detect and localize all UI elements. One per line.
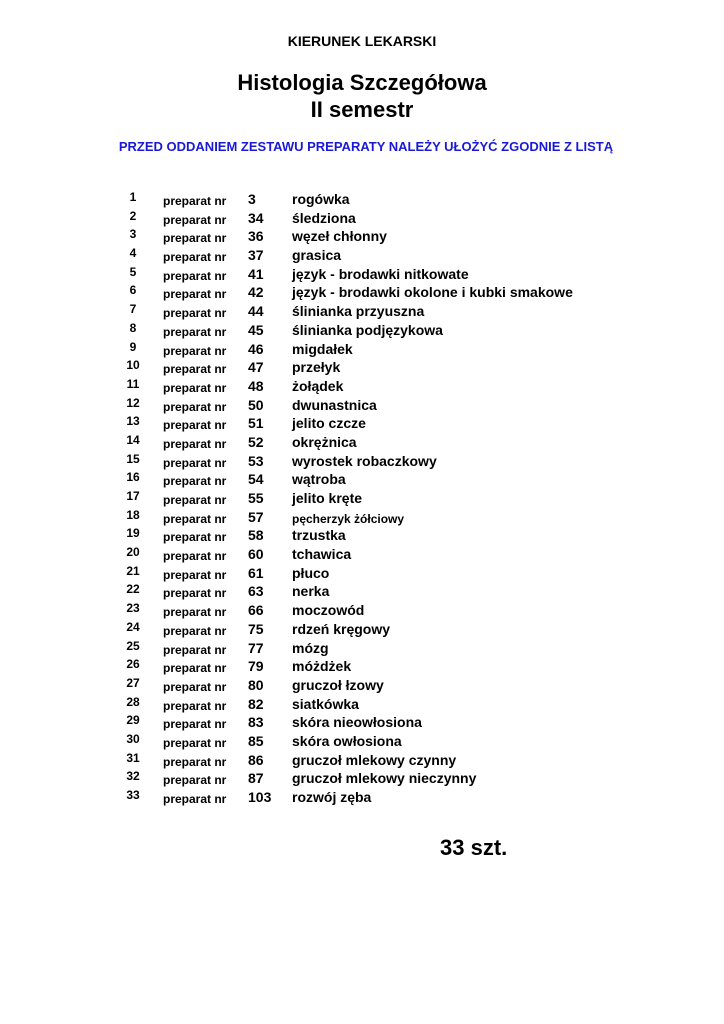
- item-number: 31: [126, 750, 140, 765]
- item-prefix: preparat nr: [163, 493, 227, 507]
- item-prefix: preparat nr: [163, 306, 227, 321]
- item-prefix: preparat nr: [163, 605, 227, 620]
- item-tissue-name: przełyk: [292, 359, 341, 376]
- list-item: [0, 695, 724, 714]
- item-tissue-name: okrężnica: [292, 433, 357, 450]
- list-item: [0, 489, 724, 508]
- item-number: 27: [126, 675, 140, 690]
- item-number: 1: [129, 190, 137, 204]
- item-number: 9: [129, 339, 137, 354]
- item-tissue-name: nerka: [292, 583, 330, 600]
- item-preparation-number: 66: [248, 602, 264, 619]
- item-prefix: preparat nr: [163, 268, 227, 283]
- item-tissue-name: ślinianka podjęzykowa: [292, 321, 443, 338]
- list-item: [0, 227, 724, 246]
- item-number: 30: [126, 731, 140, 746]
- item-tissue-name: moczowód: [292, 602, 365, 619]
- item-number: 17: [126, 489, 140, 503]
- title-line-2: II semestr: [310, 97, 414, 122]
- item-preparation-number: 44: [248, 303, 264, 320]
- item-prefix: preparat nr: [163, 287, 227, 302]
- item-preparation-number: 46: [248, 340, 264, 357]
- item-number: 19: [126, 526, 140, 541]
- list-item: [0, 676, 724, 695]
- item-number: 13: [126, 414, 140, 429]
- item-preparation-number: 58: [248, 527, 264, 544]
- item-prefix: preparat nr: [163, 623, 227, 638]
- item-preparation-number: 54: [248, 471, 264, 488]
- item-tissue-name: mózg: [292, 639, 329, 656]
- item-number: 16: [126, 470, 140, 485]
- item-preparation-number: 47: [248, 359, 264, 376]
- item-prefix: preparat nr: [163, 343, 227, 358]
- item-prefix: preparat nr: [163, 418, 227, 433]
- item-tissue-name: migdałek: [292, 340, 353, 357]
- item-number: 24: [126, 619, 140, 634]
- item-preparation-number: 75: [248, 620, 264, 637]
- item-tissue-name: śledziona: [292, 209, 356, 226]
- item-number: 23: [126, 601, 140, 616]
- item-number: 10: [126, 358, 140, 373]
- list-item: [0, 526, 724, 545]
- preparation-list: [0, 190, 724, 807]
- item-tissue-name: skóra nieowłosiona: [292, 714, 422, 731]
- item-number: 12: [126, 395, 140, 410]
- item-tissue-name: rdzeń kręgowy: [292, 620, 391, 637]
- item-preparation-number: 63: [248, 583, 264, 600]
- item-number: 21: [126, 563, 140, 578]
- item-number: 32: [126, 769, 140, 784]
- list-item: [0, 601, 724, 620]
- list-item: [0, 396, 724, 415]
- item-tissue-name: grasica: [292, 247, 342, 264]
- item-tissue-name: tchawica: [292, 546, 352, 563]
- list-item: [0, 190, 724, 209]
- item-preparation-number: 34: [248, 209, 264, 226]
- notice-text: PRZED ODDANIEM ZESTAWU PREPARATY NALEŻY UŁOŻYĆ ZGODNIE Z LISTĄ: [118, 139, 614, 154]
- list-item: [0, 414, 724, 433]
- item-tissue-name: rogówka: [292, 191, 350, 207]
- list-item: [0, 639, 724, 658]
- item-number: 7: [129, 302, 137, 317]
- item-prefix: preparat nr: [163, 324, 227, 339]
- total-count: 33 szt.: [440, 835, 508, 860]
- item-tissue-name: pęcherzyk żółciowy: [292, 511, 405, 526]
- list-item: [0, 657, 724, 676]
- item-tissue-name: móżdżek: [292, 658, 352, 675]
- item-prefix: preparat nr: [163, 549, 227, 564]
- item-prefix: preparat nr: [163, 792, 227, 806]
- item-prefix: preparat nr: [163, 455, 227, 470]
- item-preparation-number: 77: [248, 639, 264, 656]
- list-item: [0, 340, 724, 359]
- item-prefix: preparat nr: [163, 754, 227, 769]
- item-tissue-name: wątroba: [292, 471, 346, 488]
- item-preparation-number: 55: [248, 490, 264, 506]
- list-item: [0, 508, 724, 527]
- item-preparation-number: 60: [248, 546, 264, 563]
- item-prefix: preparat nr: [163, 362, 227, 377]
- list-item: [0, 470, 724, 489]
- item-preparation-number: 82: [248, 695, 264, 712]
- list-item: [0, 283, 724, 302]
- item-preparation-number: 45: [248, 321, 264, 338]
- item-preparation-number: 53: [248, 452, 264, 469]
- list-item: [0, 302, 724, 321]
- item-number: 5: [129, 264, 137, 279]
- item-prefix: preparat nr: [163, 717, 227, 732]
- item-number: 14: [126, 432, 140, 447]
- item-number: 3: [129, 227, 137, 242]
- item-tissue-name: jelito czcze: [292, 415, 366, 432]
- list-item: [0, 433, 724, 452]
- list-item: [0, 377, 724, 396]
- item-tissue-name: trzustka: [292, 527, 346, 544]
- item-number: 11: [126, 376, 140, 391]
- item-preparation-number: 80: [248, 676, 264, 693]
- list-item: [0, 751, 724, 770]
- item-tissue-name: dwunastnica: [292, 396, 377, 413]
- item-preparation-number: 48: [248, 377, 264, 394]
- item-tissue-name: gruczoł mlekowy nieczynny: [292, 770, 477, 787]
- item-tissue-name: język - brodawki nitkowate: [292, 265, 469, 282]
- item-prefix: preparat nr: [163, 250, 227, 265]
- item-prefix: preparat nr: [163, 698, 227, 713]
- item-number: 4: [129, 246, 137, 261]
- item-number: 22: [126, 582, 140, 597]
- item-tissue-name: rozwój zęba: [292, 789, 372, 805]
- department-heading: KIERUNEK LEKARSKI: [287, 33, 437, 49]
- item-number: 33: [126, 788, 140, 802]
- item-preparation-number: 61: [248, 564, 264, 581]
- item-prefix: preparat nr: [163, 735, 227, 750]
- item-prefix: preparat nr: [163, 194, 227, 208]
- item-number: 29: [126, 713, 140, 728]
- item-tissue-name: węzeł chłonny: [292, 228, 387, 245]
- item-prefix: preparat nr: [163, 231, 227, 246]
- list-item: [0, 769, 724, 788]
- item-prefix: preparat nr: [163, 212, 227, 227]
- item-tissue-name: siatkówka: [292, 695, 359, 712]
- item-prefix: preparat nr: [163, 642, 227, 657]
- list-item: [0, 209, 724, 228]
- item-preparation-number: 83: [248, 714, 264, 731]
- item-prefix: preparat nr: [163, 399, 227, 414]
- list-item: [0, 564, 724, 583]
- list-item: [0, 732, 724, 751]
- item-preparation-number: 79: [248, 658, 264, 675]
- list-item: [0, 545, 724, 564]
- item-prefix: preparat nr: [163, 679, 227, 694]
- item-preparation-number: 85: [248, 732, 264, 749]
- item-preparation-number: 36: [248, 228, 264, 245]
- item-number: 6: [129, 283, 137, 298]
- list-item: [0, 582, 724, 601]
- list-item: [0, 452, 724, 471]
- item-preparation-number: 37: [248, 247, 264, 264]
- item-number: 2: [129, 208, 137, 223]
- item-preparation-number: 42: [248, 284, 264, 301]
- list-item: [0, 620, 724, 639]
- item-tissue-name: gruczoł mlekowy czynny: [292, 751, 457, 768]
- item-preparation-number: 103: [248, 789, 272, 805]
- item-tissue-name: wyrostek robaczkowy: [292, 452, 437, 469]
- list-item: [0, 246, 724, 265]
- page-title: [0, 69, 724, 123]
- item-prefix: preparat nr: [163, 474, 227, 489]
- list-item: [0, 321, 724, 340]
- item-prefix: preparat nr: [163, 567, 227, 582]
- item-prefix: preparat nr: [163, 773, 227, 788]
- item-preparation-number: 41: [248, 265, 264, 282]
- title-line-1: Histologia Szczegółowa: [237, 70, 487, 95]
- item-preparation-number: 87: [248, 770, 264, 787]
- item-preparation-number: 3: [248, 191, 256, 207]
- item-number: 26: [126, 657, 140, 672]
- item-tissue-name: płuco: [292, 564, 330, 581]
- item-prefix: preparat nr: [163, 380, 227, 395]
- item-number: 8: [129, 320, 137, 335]
- list-item: [0, 265, 724, 284]
- item-prefix: preparat nr: [163, 661, 227, 676]
- item-prefix: preparat nr: [163, 436, 227, 451]
- item-prefix: preparat nr: [163, 586, 227, 601]
- item-tissue-name: żołądek: [292, 377, 344, 394]
- item-number: 25: [126, 638, 140, 653]
- item-preparation-number: 51: [248, 415, 264, 432]
- item-tissue-name: jelito kręte: [292, 490, 363, 506]
- list-item: [0, 358, 724, 377]
- item-preparation-number: 50: [248, 396, 264, 413]
- list-item: [0, 788, 724, 807]
- item-tissue-name: język - brodawki okolone i kubki smakowe: [292, 284, 573, 301]
- item-tissue-name: ślinianka przyuszna: [292, 303, 425, 320]
- item-number: 15: [126, 451, 140, 466]
- item-prefix: preparat nr: [163, 511, 227, 526]
- item-tissue-name: skóra owłosiona: [292, 732, 402, 749]
- item-tissue-name: gruczoł łzowy: [292, 676, 384, 693]
- list-item: [0, 713, 724, 732]
- item-preparation-number: 52: [248, 433, 264, 450]
- item-number: 28: [126, 694, 140, 709]
- item-prefix: preparat nr: [163, 530, 227, 545]
- item-preparation-number: 57: [248, 508, 264, 525]
- item-number: 20: [126, 545, 140, 560]
- item-number: 18: [126, 507, 140, 522]
- item-preparation-number: 86: [248, 751, 264, 768]
